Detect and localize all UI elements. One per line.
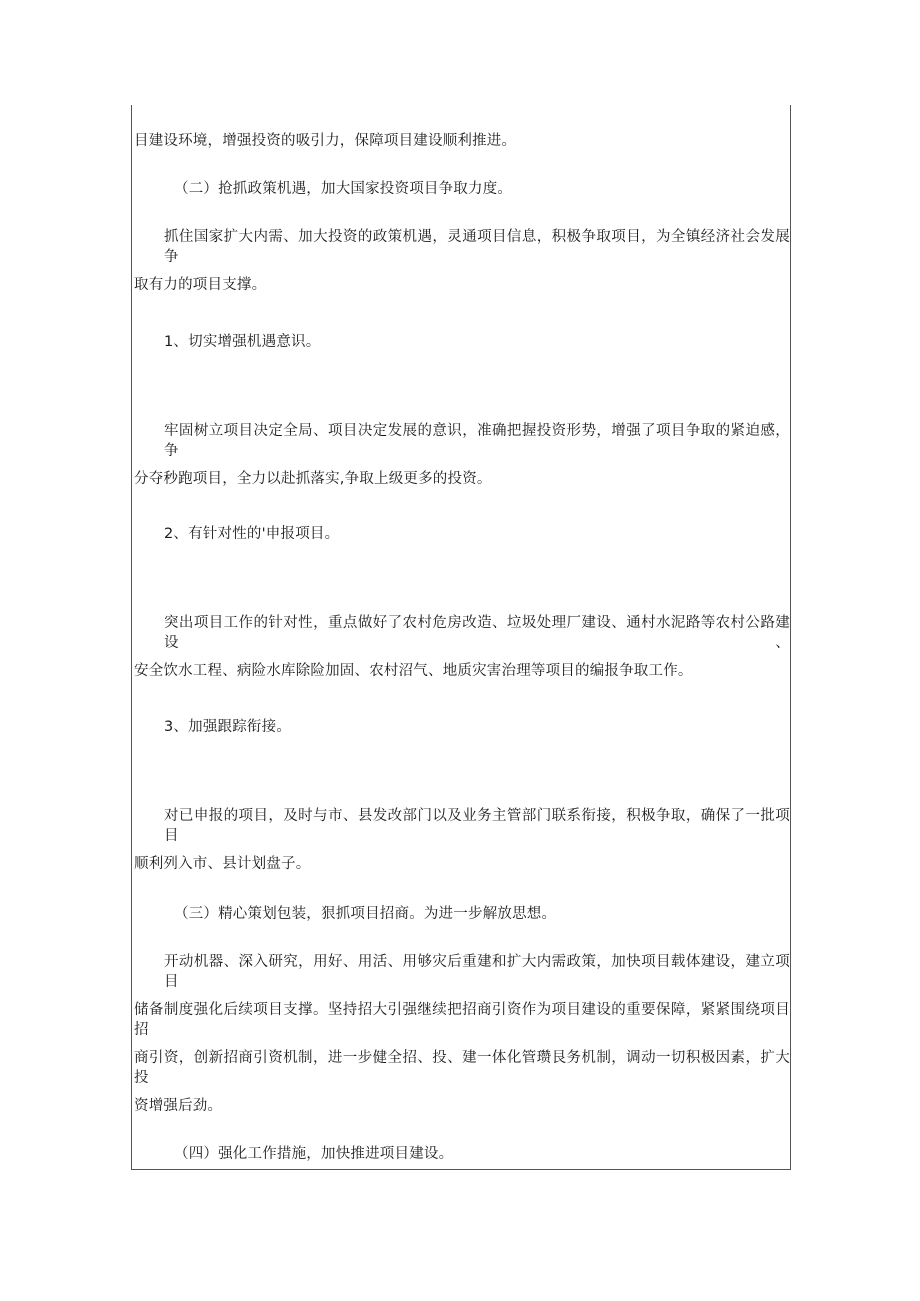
text-line-6: 牢固树立项目决定全局、项目决定发展的意识，准确把握投资形势，增强了项目争取的紧迫感，争 — [164, 423, 790, 459]
subheading-2: 2、有针对性的'申报项目。 — [164, 526, 340, 542]
section-heading-3: （三）精心策划包装，狠抓项目招商。为进一步解放思想。 — [174, 906, 557, 922]
text-line-13: 顺利列入市、县计划盘子。 — [134, 856, 311, 872]
text-line-1: 目建设环境，增强投资的吸引力，保障项目建设顺利推进。 — [134, 133, 517, 149]
text-line-15: 开动机器、深入研究，用好、用活、用够灾后重建和扩大内需政策，加快项目载体建设，建立项目 — [164, 954, 790, 990]
text-line-9: 突出项目工作的针对性，重点做好了农村危房改造、垃圾处理厂建设、通村水泥路等农村公路建设、 — [164, 615, 790, 651]
text-line-4: 取有力的项目支撑。 — [134, 277, 267, 293]
subheading-3: 3、加强跟踪衔接。 — [164, 719, 292, 735]
text-line-3: 抓住国家扩大内需、加大投资的政策机遇，灵通项目信息，积极争取项目，为全镇经济社会发展争 — [164, 229, 790, 265]
subheading-1: 1、切实增强机遇意识。 — [164, 334, 321, 350]
text-line-10: 安全饮水工程、病险水库除险加固、农村沼气、地质灾害治理等项目的编报争取工作。 — [134, 663, 693, 679]
section-heading-4: （四）强化工作措施，加快推进项目建设。 — [174, 1146, 454, 1162]
text-line-18: 资增强后劲。 — [134, 1098, 223, 1114]
section-heading-2: （二）抢抓政策机遇，加大国家投资项目争取力度。 — [174, 181, 513, 197]
text-line-16: 储备制度强化后续项目支撑。坚持招大引强继续把招商引资作为项目建设的重要保障，紧紧围绕项目招 — [134, 1002, 790, 1038]
text-line-12: 对已申报的项目，及时与市、县发改部门以及业务主管部门联系衔接，积极争取，确保了一批项目 — [164, 808, 790, 844]
text-line-7: 分夺秒跑项目，全力以赴抓落实,争取上级更多的投资。 — [134, 471, 492, 487]
text-line-17: 商引资，创新招商引资机制，进一步健全招、投、建一体化管瓒艮务机制，调动一切积极因素，扩大投 — [134, 1050, 790, 1086]
